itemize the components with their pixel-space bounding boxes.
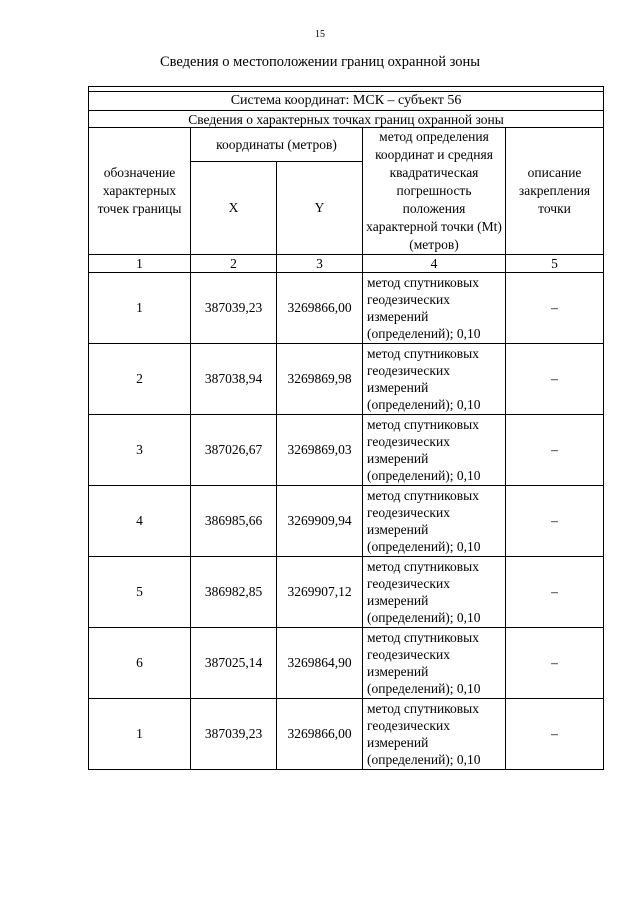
- boundary-points-table: [88, 86, 604, 770]
- document-title: Сведения о местоположении границ охранной зоны: [159, 54, 480, 70]
- coord-x: 387026,67: [191, 415, 277, 486]
- fixation-description: –: [506, 699, 604, 770]
- coord-x: 386985,66: [191, 486, 277, 557]
- header-description: описание закрепления точки: [506, 128, 604, 255]
- column-number: 3: [277, 255, 363, 273]
- fixation-description: –: [506, 486, 604, 557]
- point-designation: 2: [89, 344, 191, 415]
- point-designation: 5: [89, 557, 191, 628]
- coord-x: 387038,94: [191, 344, 277, 415]
- fixation-description: –: [506, 415, 604, 486]
- header-designation: обозначение характерных точек границы: [89, 128, 191, 255]
- fixation-description: –: [506, 557, 604, 628]
- coord-y: 3269869,03: [277, 415, 363, 486]
- coord-y: 3269907,12: [277, 557, 363, 628]
- coord-y: 3269864,90: [277, 628, 363, 699]
- coord-x: 387025,14: [191, 628, 277, 699]
- points-info-row: [89, 111, 604, 128]
- table-row: [89, 273, 604, 344]
- header-y: Y: [277, 162, 363, 255]
- points-info-cell: Сведения о характерных точках границ охранной зоны: [89, 111, 604, 128]
- header-row: [89, 128, 604, 162]
- page-number: 15: [315, 29, 325, 40]
- column-number: 1: [89, 255, 191, 273]
- fixation-description: –: [506, 344, 604, 415]
- column-numbers-row: [89, 255, 604, 273]
- point-designation: 6: [89, 628, 191, 699]
- method-text: метод спутниковых геодезических измерений (определений); 0,10: [363, 273, 506, 344]
- column-number: 2: [191, 255, 277, 273]
- method-text: метод спутниковых геодезических измерений (определений); 0,10: [363, 557, 506, 628]
- method-text: метод спутниковых геодезических измерений (определений); 0,10: [363, 486, 506, 557]
- coordinate-system-row: [89, 92, 604, 111]
- header-x: X: [191, 162, 277, 255]
- column-number: 4: [363, 255, 506, 273]
- method-text: метод спутниковых геодезических измерений (определений); 0,10: [363, 628, 506, 699]
- point-designation: 1: [89, 273, 191, 344]
- table-row: [89, 628, 604, 699]
- coord-y: 3269909,94: [277, 486, 363, 557]
- coordinate-system-cell: Система координат: МСК – субъект 56: [89, 92, 604, 111]
- coord-y: 3269866,00: [277, 699, 363, 770]
- point-designation: 4: [89, 486, 191, 557]
- column-number: 5: [506, 255, 604, 273]
- table-row: [89, 415, 604, 486]
- table-row: [89, 486, 604, 557]
- coord-x: 387039,23: [191, 699, 277, 770]
- coord-y: 3269866,00: [277, 273, 363, 344]
- header-coordinates: координаты (метров): [191, 128, 363, 162]
- coord-x: 386982,85: [191, 557, 277, 628]
- table-row: [89, 699, 604, 770]
- fixation-description: –: [506, 628, 604, 699]
- header-method: метод определения координат и средняя квадратическая погрешность положения характерной точки (Mt) (метров): [363, 128, 506, 255]
- point-designation: 1: [89, 699, 191, 770]
- method-text: метод спутниковых геодезических измерений (определений); 0,10: [363, 344, 506, 415]
- coord-y: 3269869,98: [277, 344, 363, 415]
- coord-x: 387039,23: [191, 273, 277, 344]
- method-text: метод спутниковых геодезических измерений (определений); 0,10: [363, 415, 506, 486]
- table-row: [89, 557, 604, 628]
- method-text: метод спутниковых геодезических измерений (определений); 0,10: [363, 699, 506, 770]
- fixation-description: –: [506, 273, 604, 344]
- point-designation: 3: [89, 415, 191, 486]
- table-row: [89, 344, 604, 415]
